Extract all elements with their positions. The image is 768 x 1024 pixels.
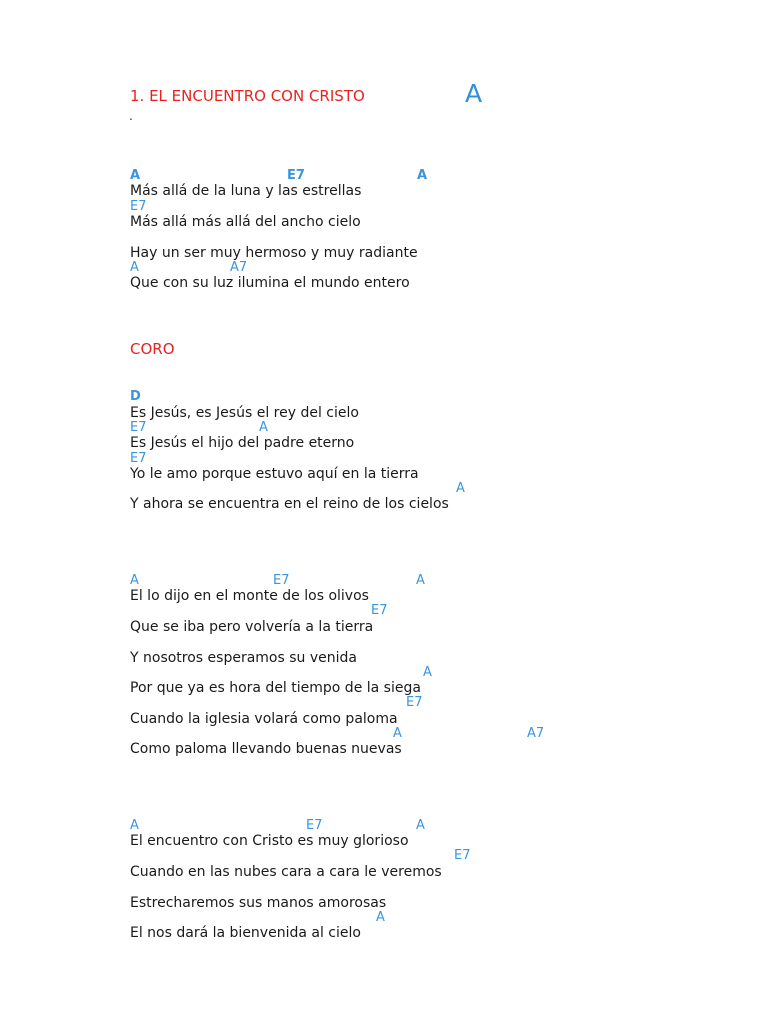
chord: A bbox=[259, 420, 268, 435]
lyric-line: Que se iba pero volvería a la tierra bbox=[130, 619, 374, 635]
chord: A bbox=[393, 726, 402, 741]
chord: A bbox=[130, 818, 139, 833]
lyric-line: El nos dará la bienvenida al cielo bbox=[130, 925, 361, 941]
chord: E7 bbox=[287, 168, 305, 183]
lyric-line: Y ahora se encuentra en el reino de los cielos bbox=[130, 496, 449, 512]
chord: A bbox=[376, 910, 385, 925]
chord: A bbox=[416, 573, 425, 588]
song-key: A bbox=[465, 79, 483, 108]
lyric-line: Que con su luz ilumina el mundo entero bbox=[130, 275, 410, 291]
song-title: 1. EL ENCUENTRO CON CRISTO bbox=[130, 87, 365, 105]
lyric-line: Es Jesús el hijo del padre eterno bbox=[130, 435, 355, 451]
chord: A bbox=[130, 260, 139, 275]
chord: E7 bbox=[406, 695, 423, 710]
chord: A bbox=[417, 168, 428, 183]
chord: E7 bbox=[306, 818, 323, 833]
chord: A bbox=[130, 573, 139, 588]
lyric-line: El lo dijo en el monte de los olivos bbox=[130, 588, 369, 604]
section-heading: CORO bbox=[130, 340, 175, 358]
separator-dot: . bbox=[129, 109, 133, 123]
chord: A7 bbox=[230, 260, 248, 275]
chord: A bbox=[130, 168, 141, 183]
lyric-line: Cuando la iglesia volará como paloma bbox=[130, 711, 398, 727]
chord: E7 bbox=[130, 451, 147, 466]
lyric-line: Por que ya es hora del tiempo de la siega bbox=[130, 680, 421, 696]
lyric-line: El encuentro con Cristo es muy glorioso bbox=[130, 833, 409, 849]
lyric-line: Más allá de la luna y las estrellas bbox=[130, 183, 362, 199]
lyric-line: Como paloma llevando buenas nuevas bbox=[130, 741, 402, 757]
chord: E7 bbox=[371, 603, 388, 618]
chord: E7 bbox=[454, 848, 471, 863]
lyric-line: Más allá más allá del ancho cielo bbox=[130, 214, 361, 230]
lyric-line: Es Jesús, es Jesús el rey del cielo bbox=[130, 405, 359, 421]
chord: A bbox=[416, 818, 425, 833]
lyric-line: Estrecharemos sus manos amorosas bbox=[130, 895, 387, 911]
lyric-line: Hay un ser muy hermoso y muy radiante bbox=[130, 245, 418, 261]
chord: A bbox=[423, 665, 432, 680]
chord: A7 bbox=[527, 726, 545, 741]
chord: E7 bbox=[273, 573, 290, 588]
chord: D bbox=[130, 389, 141, 404]
chord: E7 bbox=[130, 199, 147, 214]
chord: A bbox=[456, 481, 465, 496]
lyric-line: Y nosotros esperamos su venida bbox=[130, 650, 357, 666]
lyric-line: Yo le amo porque estuvo aquí en la tierra bbox=[130, 466, 419, 482]
lyric-line: Cuando en las nubes cara a cara le veremos bbox=[130, 864, 442, 880]
chord: E7 bbox=[130, 420, 147, 435]
